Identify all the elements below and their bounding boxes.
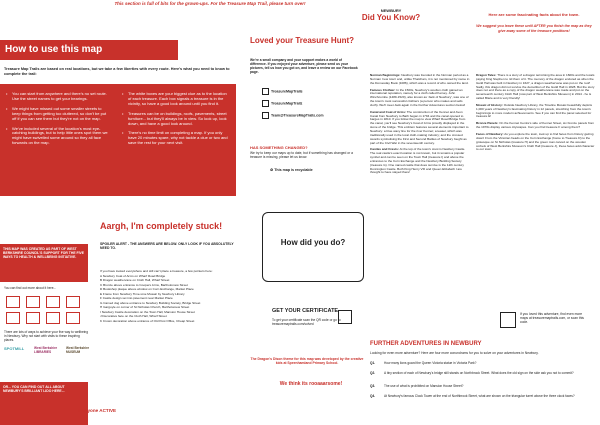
logo-libraries: West Berkshire LIBRARIES [34,346,58,354]
changed-body: We try to keep our maps up to date, but if something has changed or a treasure is missing, please let us know. [250,151,353,159]
recycle-note: ♻ This map is recyclable [270,168,313,172]
answers-list [100,270,250,324]
loved-body: We're a small company and your support makes a world of difference. If you enjoyed your adventure, please send us your pictures, tell us how you got on, and leave a review on our Facebook page. [250,58,358,75]
facts-heading: Here are some fascinating facts about the town. [488,12,580,17]
answer-item: H Gargoyle on corner of St Nicholas Church, Bartholomew Street [100,305,190,310]
answer-item: A Newbury Coat of Arms on Wharf Road Bridge [100,273,166,278]
how-did-you-do-box: How did you do? [262,212,364,282]
howto-tip: • We've included several of the location's most eye-catching buildings, but to help little ones spot them we might have swivelled some around so they all face forwards on the map. [6,127,110,147]
howto-tip: • You can start from anywhere and there's no set route. Use the street names to get your bearings. [6,92,110,102]
partner-ways: There are lots of ways to achieve your five way to wellbeing in Newbury. Why not start with visits to these inspiring places. [4,330,88,342]
wellbeing-icon [46,296,60,308]
answer-item: D Bookshop plaque above window on Corn Exchange, Market Place [100,287,194,292]
loved-title: Loved your Treasure Hunt? [250,36,355,45]
facts-col2 [476,74,596,155]
certificate-title: GET YOUR CERTIFICATE [272,308,339,314]
changed-title: HAS SOMETHING CHANGED? [250,145,308,150]
answer-item: K Crown decoration above entrance of Old Post Office, Cheap Street [100,318,195,323]
wellbeing-icon [26,312,40,324]
answer-item: B Dragon weathervane on Cloth Hall, Wharf Street [100,278,170,283]
answer-item: C Bronze above entrance to Coopers Arms, Bartholomew Street [100,282,188,287]
partner-box: THIS MAP WAS CREATED AS PART OF WEST BERKSHIRE COUNCIL'S SUPPORT FOR THE FIVE WAYS TO HEALTH & WELLBEING INITIATIVE. [0,244,88,282]
wellbeing-icon [66,296,80,308]
qr-code-icon[interactable] [338,310,352,324]
did-you-know-title: Did You Know? [361,13,421,22]
answer-item: E Frame from Newbury Time-Line Mosaic by Newbury Library [100,291,185,296]
certificate-body: To get your certificate scan the QR code or go to: treasuremaptrails.com/solved [272,318,342,326]
howto-col2 [122,92,228,151]
answer-item: F Castle design set into pavement near Market Place [100,296,173,301]
further-intro: Looking for even more adventure? Here are four more conundrums for you to solve on your adventures in Newbury. [370,351,539,355]
qr-code-icon[interactable] [6,296,20,308]
howto-title: How to use this map [0,40,178,60]
howto-tip: • We might have missed out some smaller streets to keep things from getting too cluttered, so don't be put off if you can see them but they're not on the map. [6,107,110,122]
howto-tip: • There's no time limit on completing a map. If you only have 20 minutes spare, why not tackle a clue or two and save the rest for your next visit. [122,131,228,146]
fact: Mosaic of History: Outside Newbury Library, the Timeline Mosaic beautifully depicts 1,000 years of Newbury's fascinating history in 12 panels, stretching from the town's beginnings to more modern achievements. See if you can find the panel selected for treasure E! [476,102,593,119]
facts-warning: We suggest you leave these until AFTER you finish the map as they give away some of the treasure positions! [476,24,592,33]
link-facebook[interactable]: TreasureMapTrails [262,88,303,95]
wellbeing-icon [26,296,40,308]
link-instagram[interactable]: TreasureMapTrailz [262,100,302,107]
fact: Faces of Newbury: As you explore the town, look up to find faces from history gazing down! From the Victorian heads on the Corn Exchange (home to Treasure D) to the grotesque on St Nicholas (treasure H) and the green man carved on the wooden corbels of West Berkshire Museum's Cloth Hall (treasure J), these faces add character to our town. [476,131,595,152]
stuck-title: Aargh, I'm completely stuck! [100,221,223,231]
qr-code-icon[interactable] [500,312,516,328]
howto-col1 [6,92,110,151]
wellbeing-icon [46,312,60,324]
email-icon [262,112,269,119]
instagram-icon [262,100,269,107]
howto-tip: • The white boxes are your biggest clue as to the location of each treasure. Each box signals a treasure is in the vicinity, so have a good look around until you find it. [122,92,228,107]
answer-item: J Decorative face on the Cloth Hall, Wharf Street [100,314,167,319]
link-email[interactable]: Team@TreasureMapTrails.com [262,112,324,119]
answer-item: G Carved dog above entrance to Newbury Building Society, Bridge Street [100,300,201,305]
top-note: This section is full of bits for the grown-ups. For the Treasure Map Trail, please turn over! [114,1,306,6]
further-title: FURTHER ADVENTURES IN NEWBURY [370,341,482,347]
howto-tip: • Treasures can be on buildings, roofs, pavements, street furniture... but they'll always be in view. So look up, look down, and have a good look around. [122,112,228,127]
fact: Bronze Panels: On the Kennet Centre's side of Kennet Street, six bronze panels from the 1970s display various cityscapes. Can you find treasure F among them? [476,121,595,130]
recycle-icon: ♻ [270,168,275,172]
facebook-icon [262,88,269,95]
fact: Famous Clothier: In the 1500s, Newbury's woollen cloth gained an international reputation, namely for a cloth called Kersey. John Winchcombe (1489-1520), also known as 'Jack of Newbury', was one of the town's most successful clothiers (a person who makes and sells cloth). We'll meet Jack again in the Further Adventures section below! [370,87,469,107]
logo-spotmill: SPOTMILL [4,346,25,351]
answers-intro: If you have looked everywhere and still can't place a treasure, a few pointers here: [100,269,213,273]
logo-everyone-active: everyone ACTIVE [78,408,117,413]
fact: Canal and Coat of Arms: The construction of the Kennet and Avon Canal from Newbury to Bath began in 1794 and the canal opened to barges in 1810. If you follow the map to view Wharf Road Bridge from the canal, you'll see Newbury's Coat of Arms proudly displayed in the stone of the bridge. This emblem features several elements important to Newbury: a blue wavy line for the river Kennet; a teasel, which was traditionally used in the local cloth-making industry; and the crossed swords symbolising the First and Second Battles of Newbury fought as part of the Civil War in the seventeenth century. [370,109,469,145]
did-you-know-badge [360,8,422,52]
howto-intro: Treasure Map Trails are based on real locations, but we take a few liberties with every route. Here's what you need to know to complete the trail: [4,67,230,76]
answer-item: I Newbury Castle decoration on the Town Hall, Mansion House Street [100,309,195,314]
lido-box: OR... YOU CAN FIND OUT ALL ABOUT NEWBURY'S BRILLIANT LIDO HERE... [0,382,88,425]
logo-museum: West Berkshire MUSEUM [66,346,90,354]
spoiler-alert: SPOILER ALERT - THE ANSWERS ARE BELOW. ONLY LOOK IF YOU ABSOLUTELY NEED TO. [100,242,234,251]
partner-more: You can find out more about it here... [4,286,57,290]
visit-note: If you loved this adventure, find even more maps at treasuremaptrails.com, or scan this code. [520,312,584,324]
wellbeing-icon [6,312,20,324]
facts-col1 [370,74,470,178]
wellbeing-icon [66,312,80,324]
fact: Norman Beginnings: Newbury was founded in the Norman period as a Norman 'new town' and, unlike Thatcham, it is not mentioned by name in the Domesday Book (1086), which was a record of who owned the land. [370,73,470,85]
dragon-note: The Dragon's Dison theme for this map was developed by the creative kids at Speenhamland Primary School. [250,357,364,366]
fact: Castles and Crests: At the top of the town's crest is Newbury Castle. The real castle's exact location is not known, but it remains a popular symbol and can be seen on the Town Hall (treasure I) and above the entrances to the Corn Exchange and the Newbury Building Society (treasure G). One named castle that does survive is the 12th century Donnington Castle. Both King Henry VIII and Queen Elizabeth I are thought to have stayed there! [370,147,466,175]
howto-box [0,84,236,196]
rooaar-text: We think its rooaaarsome! [279,381,343,387]
did-you-know-town: NEWBURY [380,8,402,13]
fact: Dragon Tales: There is a story of a dragon terrorising the area in 1600s and the locals paying King Stephen to rid them of it. The memory of the dragon endured as when the Guild Hall was built in Newbury in 1627, a dragon weathervane was put on the roof! Sadly, this dragon did not survive the demolition of the Guild Hall in 1828. But the story does not end there as a copy of the dragon weathervane was made and put on the seventeenth century Cloth Hall (now part of West Berkshire Museum) in 2014 - he is called Blaze and is very friendly! [476,73,595,101]
